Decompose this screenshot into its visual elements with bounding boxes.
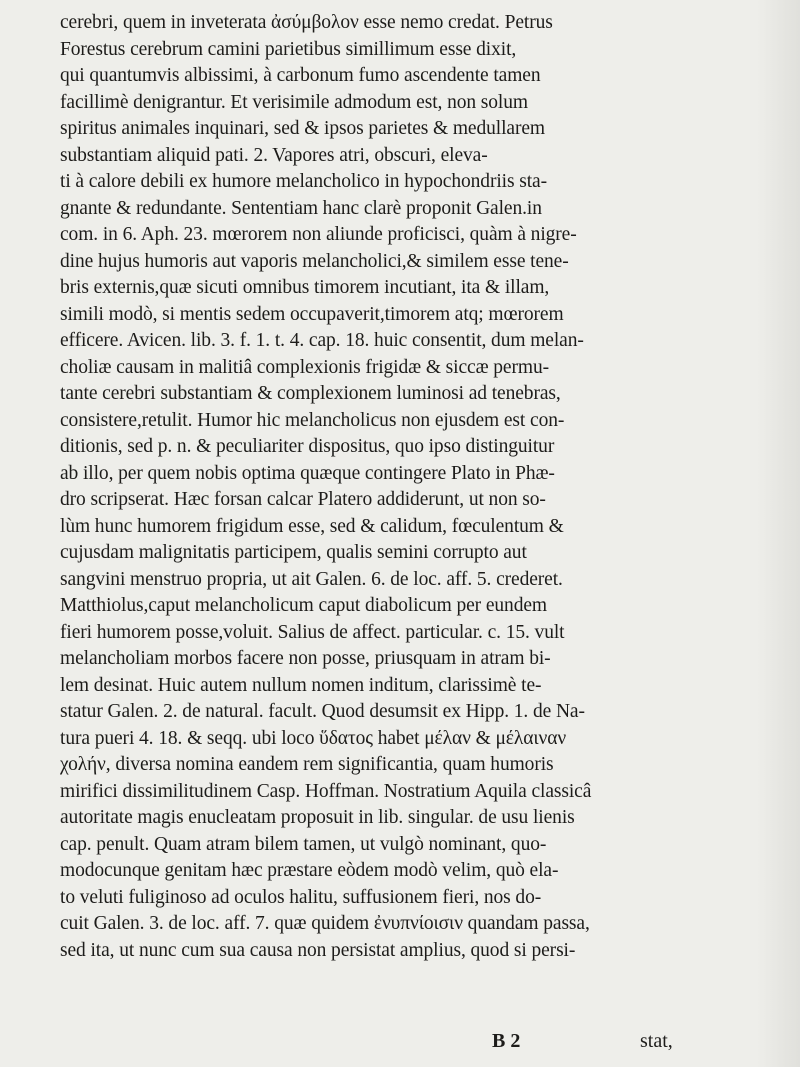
- text-line-15: tante cerebri substantiam & complexionem luminosi ad tenebras,: [60, 383, 561, 404]
- page-footer: [0, 1030, 800, 1060]
- text-line-6: substantiam aliquid pati. 2. Vapores atri, obscuri, eleva-: [60, 144, 488, 166]
- text-line-31: autoritate magis enucleatam proposuit in lib. singular. de usu lienis: [60, 807, 575, 828]
- text-line-1: cerebri, quem in inveterata ἀσύμβολον esse nemo credat. Petrus: [60, 12, 553, 33]
- catchword: stat,: [640, 1030, 673, 1052]
- text-line-2: Forestus cerebrum camini parietibus simillimum esse dixit,: [60, 38, 517, 60]
- text-line-9: com. in 6. Aph. 23. mœrorem non aliunde proficisci, quàm à nigre-: [60, 224, 577, 245]
- text-line-22: sangvini menstruo propria, ut ait Galen. 6. de loc. aff. 5. crederet.: [60, 568, 563, 590]
- text-line-35: cuit Galen. 3. de loc. aff. 7. quæ quidem ἐνυπνίοισιν quandam passa,: [60, 913, 590, 934]
- text-line-17: ditionis, sed p. n. & peculiariter dispositus, quo ipso distinguitur: [60, 436, 555, 457]
- signature-mark: B 2: [492, 1030, 521, 1052]
- text-line-34: to veluti fuliginoso ad oculos halitu, suffusionem fieri, nos do-: [60, 886, 542, 908]
- text-line-18: ab illo, per quem nobis optima quæque contingere Plato in Phæ-: [60, 462, 555, 484]
- text-line-4: facillimè denigrantur. Et verisimile admodum est, non solum: [60, 91, 528, 113]
- text-line-13: efficere. Avicen. lib. 3. f. 1. t. 4. cap. 18. huic consentit, dum melan-: [60, 330, 584, 351]
- text-line-12: simili modò, si mentis sedem occupaverit,timorem atq; mœrorem: [60, 303, 564, 325]
- text-line-5: spiritus animales inquinari, sed & ipsos parietes & medullarem: [60, 118, 545, 139]
- text-line-26: lem desinat. Huic autem nullum nomen inditum, clarissimè te-: [60, 674, 542, 696]
- text-line-28: tura pueri 4. 18. & seqq. ubi loco ὕδατος habet μέλαν & μέλαιναν: [60, 727, 567, 749]
- text-line-23: Matthiolus,caput melancholicum caput diabolicum per eundem: [60, 595, 547, 616]
- text-line-21: cujusdam malignitatis participem, qualis semini corrupto aut: [60, 542, 527, 563]
- page-edge-shadow: [756, 0, 800, 1067]
- text-line-29: χολήν, diversa nomina eandem rem significantia, quam humoris: [60, 754, 554, 775]
- text-line-32: cap. penult. Quam atram bilem tamen, ut vulgò nominant, quo-: [60, 833, 547, 855]
- text-line-16: consistere,retulit. Humor hic melancholicus non ejusdem est con-: [60, 409, 565, 431]
- text-line-11: bris externis,quæ sicuti omnibus timorem incutiant, ita & illam,: [60, 277, 550, 298]
- text-line-30: mirifici dissimilitudinem Casp. Hoffman. Nostratium Aquila classicâ: [60, 780, 592, 802]
- text-line-3: qui quantumvis albissimi, à carbonum fumo ascendente tamen: [60, 65, 541, 86]
- text-line-36: sed ita, ut nunc cum sua causa non persistat amplius, quod si persi-: [60, 939, 576, 961]
- text-line-33: modocunque genitam hæc præstare eòdem modò velim, quò ela-: [60, 860, 559, 881]
- text-line-25: melancholiam morbos facere non posse, priusquam in atram bi-: [60, 648, 551, 669]
- text-line-19: dro scripserat. Hæc forsan calcar Platero addiderunt, ut non so-: [60, 489, 546, 510]
- text-line-27: statur Galen. 2. de natural. facult. Quod desumsit ex Hipp. 1. de Na-: [60, 701, 585, 722]
- text-line-24: fieri humorem posse,voluit. Salius de affect. particular. c. 15. vult: [60, 621, 565, 643]
- text-line-8: gnante & redundante. Sententiam hanc clarè proponit Galen.in: [60, 197, 542, 219]
- text-line-10: dine hujus humoris aut vaporis melancholici,& similem esse tene-: [60, 250, 569, 272]
- text-line-14: choliæ causam in malitiâ complexionis frigidæ & siccæ permu-: [60, 356, 549, 378]
- body-text: [60, 10, 756, 964]
- text-line-7: ti à calore debili ex humore melancholico in hypochondriis sta-: [60, 171, 548, 192]
- text-line-20: lùm hunc humorem frigidum esse, sed & calidum, fœculentum &: [60, 515, 564, 537]
